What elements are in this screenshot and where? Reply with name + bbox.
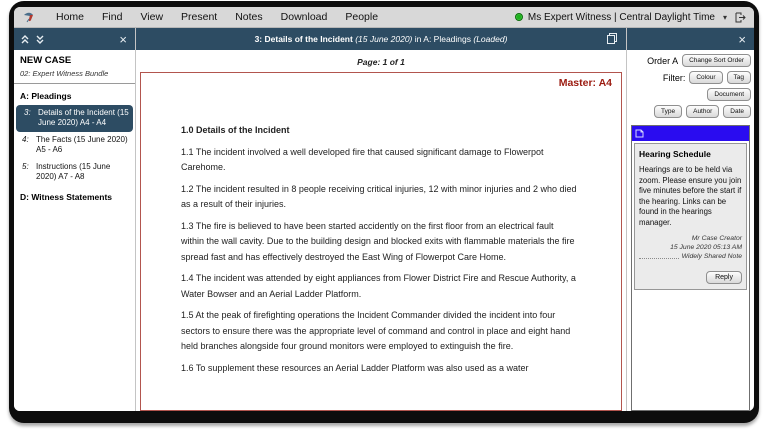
app-logo-icon[interactable] <box>22 10 37 25</box>
dotted-divider <box>639 258 679 259</box>
section-witness-statements[interactable]: D: Witness Statements <box>20 192 113 203</box>
filter-type-button[interactable]: Type <box>654 105 682 118</box>
filter-document-button[interactable]: Document <box>707 88 751 101</box>
tree-item-instructions[interactable] <box>14 159 135 186</box>
tree-item-the-facts[interactable] <box>14 132 135 159</box>
document-title-name: 3: Details of the Incident <box>254 34 353 44</box>
tree-item-number: 3: <box>24 108 31 117</box>
note-icon <box>635 129 644 138</box>
reply-button[interactable]: Reply <box>706 271 742 284</box>
document-title-location: in A: Pleadings <box>414 34 471 44</box>
document-paragraph: 1.1 The incident involved a well developed fire that caused significant damage to Flowerpot Carehome. <box>181 146 544 172</box>
filter-label: Filter: <box>662 72 686 83</box>
menu-view[interactable]: View <box>140 11 164 23</box>
notes-sidebar-body <box>627 50 754 411</box>
menu-notes[interactable]: Notes <box>235 11 263 23</box>
filter-date-button[interactable]: Date <box>723 105 751 118</box>
chevron-down-icon[interactable]: ▾ <box>722 12 727 22</box>
expand-all-icon[interactable] <box>35 34 45 45</box>
app-window <box>14 7 754 411</box>
order-label: Order A <box>647 55 679 66</box>
section-pleadings[interactable]: A: Pleadings <box>20 91 72 101</box>
filter-colour-button[interactable]: Colour <box>689 71 722 84</box>
page-viewport[interactable] <box>136 50 626 411</box>
document-paragraph: 1.2 The incident resulted in 8 people receiving critical injuries, 12 with minor injuries and 2 who died as a result of their injuries. <box>181 183 577 209</box>
tree-item-number: 4: <box>22 134 29 144</box>
note-card[interactable] <box>634 143 747 290</box>
menu-people[interactable]: People <box>345 11 379 23</box>
tree-item-label: Instructions (15 June 2020) A7 - A8 <box>36 161 111 181</box>
document-title-date: (15 June 2020) <box>355 34 413 44</box>
note-title: Hearing Schedule <box>639 149 711 159</box>
tree-item-details-of-incident[interactable] <box>16 105 133 132</box>
document-paragraph: 1.3 The fire is believed to have been started accidently on the first floor from an electrical fault within the wall cavity. Due to the building design and blocked exits with flammable materials the fire spread fast and has effectively destroyed the East Wing of Flowerpot Care Home. <box>181 220 575 262</box>
case-title: NEW CASE <box>20 55 72 66</box>
sign-out-icon[interactable] <box>735 12 746 23</box>
document-text <box>181 123 577 376</box>
notes-sidebar <box>626 28 754 411</box>
device-frame <box>9 1 759 423</box>
index-tree <box>14 50 135 411</box>
page-number-label: Page: 1 of 1 <box>357 57 405 67</box>
notes-list <box>631 125 750 411</box>
menu-find[interactable]: Find <box>102 11 123 23</box>
document-viewer-header <box>136 28 626 50</box>
bundle-label[interactable]: 02: Expert Witness Bundle <box>14 69 135 84</box>
user-status-label: Ms Expert Witness | Central Daylight Time <box>527 11 715 23</box>
note-color-bar[interactable] <box>632 126 749 141</box>
presence-online-icon <box>515 13 523 21</box>
note-timestamp: 15 June 2020 05:13 AM <box>670 244 742 251</box>
document-paragraph: 1.5 At the peak of firefighting operations the Incident Commander divided the incident into four sectors to ensure there was the appropriate level of command and control in place and eight hand held branches alongside four ground monitors were employed to extinguish the fire. <box>181 310 571 351</box>
notes-sidebar-header <box>627 28 754 50</box>
filter-author-button[interactable]: Author <box>686 105 719 118</box>
note-share-label: Widely Shared Note <box>681 253 742 260</box>
menu-bar <box>14 7 754 28</box>
note-body: Hearings are to be held via zoom. Please ensure you join five minutes before the start if the hearing. Links can be found in the hearings manager. <box>639 165 742 227</box>
change-sort-order-button[interactable]: Change Sort Order <box>682 54 751 67</box>
user-status-area <box>515 12 746 23</box>
document-title-status: (Loaded) <box>473 34 508 44</box>
document-paragraph: 1.6 To supplement these resources an Aerial Ladder Platform was also used as a water <box>181 362 529 373</box>
document-viewer <box>135 28 626 411</box>
tree-item-label: The Facts (15 June 2020) A5 - A6 <box>36 134 128 155</box>
collapse-all-icon[interactable] <box>20 34 30 45</box>
copy-pages-icon[interactable] <box>606 32 618 50</box>
close-notes-icon[interactable]: × <box>738 31 746 47</box>
menu-present[interactable]: Present <box>181 11 218 23</box>
menu-download[interactable]: Download <box>280 11 328 23</box>
note-author: Mr Case Creator <box>691 235 742 242</box>
close-index-icon[interactable]: × <box>119 31 127 47</box>
document-page[interactable] <box>140 72 622 411</box>
note-share-status <box>639 252 742 261</box>
document-paragraph: 1.4 The incident was attended by eight appliances from Flower District Fire and Rescue Authority, a Water Bowser and an Aerial Ladder Platform. <box>181 273 576 299</box>
menu-home[interactable]: Home <box>56 11 85 23</box>
document-title <box>142 34 620 44</box>
note-signature <box>639 234 742 261</box>
master-format-label: Master: A4 <box>558 77 612 89</box>
index-sidebar-header <box>14 28 135 50</box>
main-area <box>14 28 754 411</box>
tree-item-number: 5: <box>22 161 29 171</box>
document-heading: 1.0 Details of the Incident <box>181 125 290 135</box>
filter-tag-button[interactable]: Tag <box>727 71 751 84</box>
index-sidebar <box>14 28 135 411</box>
tree-item-label: Details of the Incident (15 June 2020) A4 - A4 <box>38 108 129 128</box>
